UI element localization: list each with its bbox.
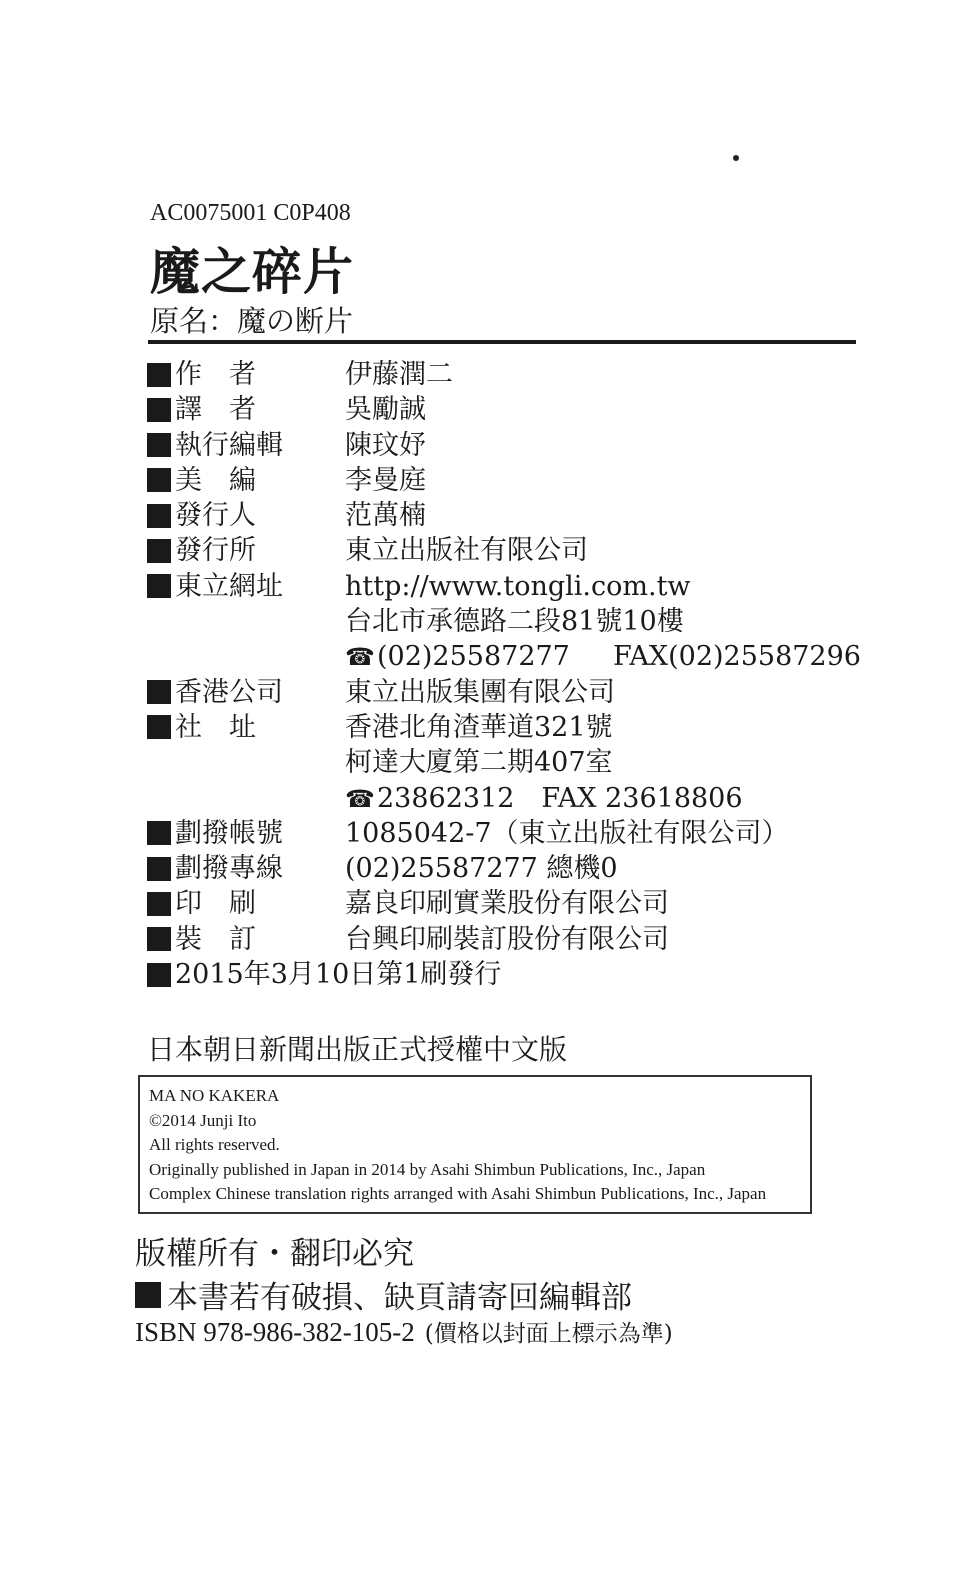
credit-row-art-editor bbox=[147, 463, 867, 498]
credit-label: 香港公司 bbox=[175, 676, 283, 708]
bullet-square bbox=[147, 821, 171, 845]
credit-label: 發行所 bbox=[175, 535, 256, 567]
credit-row-hk-company bbox=[147, 675, 867, 710]
credit-row-hk-phone bbox=[147, 781, 867, 816]
bullet-square bbox=[147, 433, 171, 457]
credit-row-transfer-account bbox=[147, 816, 867, 851]
credit-value: 伊藤潤二 bbox=[345, 359, 453, 390]
credit-value: 1085042-7（東立出版社有限公司） bbox=[345, 817, 789, 849]
first-print-date: 2015年3月10日第1刷發行 bbox=[175, 959, 502, 991]
bullet-square bbox=[147, 680, 171, 704]
original-title: 原名：魔の断片 bbox=[150, 304, 354, 338]
telephone-icon: ☎ bbox=[345, 784, 375, 813]
credit-value: 吳勵誠 bbox=[345, 394, 426, 426]
credit-label: 譯 者 bbox=[175, 394, 256, 426]
stray-dot bbox=[733, 155, 739, 161]
credit-label: 東立網址 bbox=[175, 570, 283, 602]
copyright-line: MA NO KAKERA bbox=[149, 1086, 280, 1105]
rights-notice: 版權所有・翻印必究 bbox=[135, 1236, 414, 1272]
website-link[interactable]: http://www.tongli.com.tw bbox=[345, 570, 691, 602]
credit-value: 台興印刷裝訂股份有限公司 bbox=[345, 923, 669, 955]
credit-value: 嘉良印刷實業股份有限公司 bbox=[345, 888, 669, 920]
bullet-square bbox=[147, 715, 171, 739]
telephone-icon: ☎ bbox=[345, 643, 375, 672]
bullet-square bbox=[147, 927, 171, 951]
authorized-edition: 日本朝日新聞出版正式授權中文版 bbox=[147, 1033, 568, 1066]
copyright-line: Originally published in Japan in 2014 by Asahi Shimbun Publications, Inc., Japan bbox=[149, 1159, 706, 1179]
credit-value: 范萬楠 bbox=[345, 500, 426, 532]
credit-label: 社 址 bbox=[175, 711, 256, 743]
damage-notice: 本書若有破損、缺頁請寄回編輯部 bbox=[167, 1280, 632, 1316]
phone-number: (02)25587277 bbox=[377, 641, 570, 673]
bullet-square bbox=[147, 398, 171, 422]
credit-label: 作 者 bbox=[175, 359, 256, 390]
credit-value: 陳玟妤 bbox=[345, 429, 426, 461]
credit-label: 印 刷 bbox=[175, 888, 256, 920]
bullet-square bbox=[147, 363, 171, 387]
bullet-square bbox=[147, 892, 171, 916]
first-print-row bbox=[147, 957, 867, 992]
credit-row-author bbox=[147, 357, 867, 392]
credit-row-hk-address-2 bbox=[147, 745, 867, 780]
credit-row-printer bbox=[147, 886, 867, 921]
credit-row-translator bbox=[147, 392, 867, 427]
bullet-square bbox=[135, 1282, 161, 1308]
product-code: AC0075001 C0P408 bbox=[150, 200, 351, 226]
fax-number: FAX(02)25587296 bbox=[613, 641, 861, 673]
credit-value: 東立出版集團有限公司 bbox=[345, 676, 615, 708]
credit-label: 發行人 bbox=[175, 500, 256, 532]
bullet-square bbox=[147, 857, 171, 881]
credit-value: 李曼庭 bbox=[345, 464, 426, 496]
credit-row-publisher bbox=[147, 533, 867, 568]
credit-value: 柯達大廈第二期407室 bbox=[345, 747, 613, 779]
credit-row-transfer-line bbox=[147, 851, 867, 886]
copyright-line: ©2014 Junji Ito bbox=[149, 1110, 257, 1130]
credit-label: 劃撥專線 bbox=[175, 853, 283, 885]
bullet-square bbox=[147, 574, 171, 598]
credit-row-hk-address bbox=[147, 710, 867, 745]
bullet-square bbox=[147, 504, 171, 528]
credit-value: 東立出版社有限公司 bbox=[345, 535, 588, 567]
credit-label: 劃撥帳號 bbox=[175, 817, 283, 849]
credits-list bbox=[147, 357, 867, 992]
credit-label: 執行編輯 bbox=[175, 429, 283, 461]
credit-row-phone bbox=[147, 639, 867, 674]
credit-value: 香港北角渣華道321號 bbox=[345, 711, 613, 743]
copyright-box bbox=[138, 1075, 812, 1214]
isbn-number: ISBN 978-986-382-105-2 bbox=[135, 1317, 415, 1347]
phone-fax-number: 23862312 FAX 23618806 bbox=[377, 782, 743, 814]
credit-label: 裝 訂 bbox=[175, 923, 256, 955]
credit-row-website bbox=[147, 569, 867, 604]
bullet-square bbox=[147, 468, 171, 492]
title-divider bbox=[148, 340, 856, 344]
isbn-row bbox=[135, 1315, 673, 1348]
credit-label: 美 編 bbox=[175, 464, 256, 496]
credit-row-binder bbox=[147, 922, 867, 957]
copyright-line: Complex Chinese translation rights arranged with Asahi Shimbun Publications, Inc., Japan bbox=[149, 1184, 767, 1203]
credit-value: 台北市承德路二段81號10樓 bbox=[345, 606, 684, 638]
damage-notice-row bbox=[135, 1272, 632, 1317]
credit-row-editor bbox=[147, 428, 867, 463]
bullet-square bbox=[147, 539, 171, 563]
copyright-line: All rights reserved. bbox=[149, 1135, 280, 1154]
book-title: 魔之碎片 bbox=[150, 242, 354, 301]
credit-value: (02)25587277 總機0 bbox=[345, 853, 618, 885]
price-note: (價格以封面上標示為準) bbox=[424, 1321, 673, 1347]
bullet-square bbox=[147, 963, 171, 987]
credit-row-address bbox=[147, 604, 867, 639]
credit-row-publisher-person bbox=[147, 498, 867, 533]
